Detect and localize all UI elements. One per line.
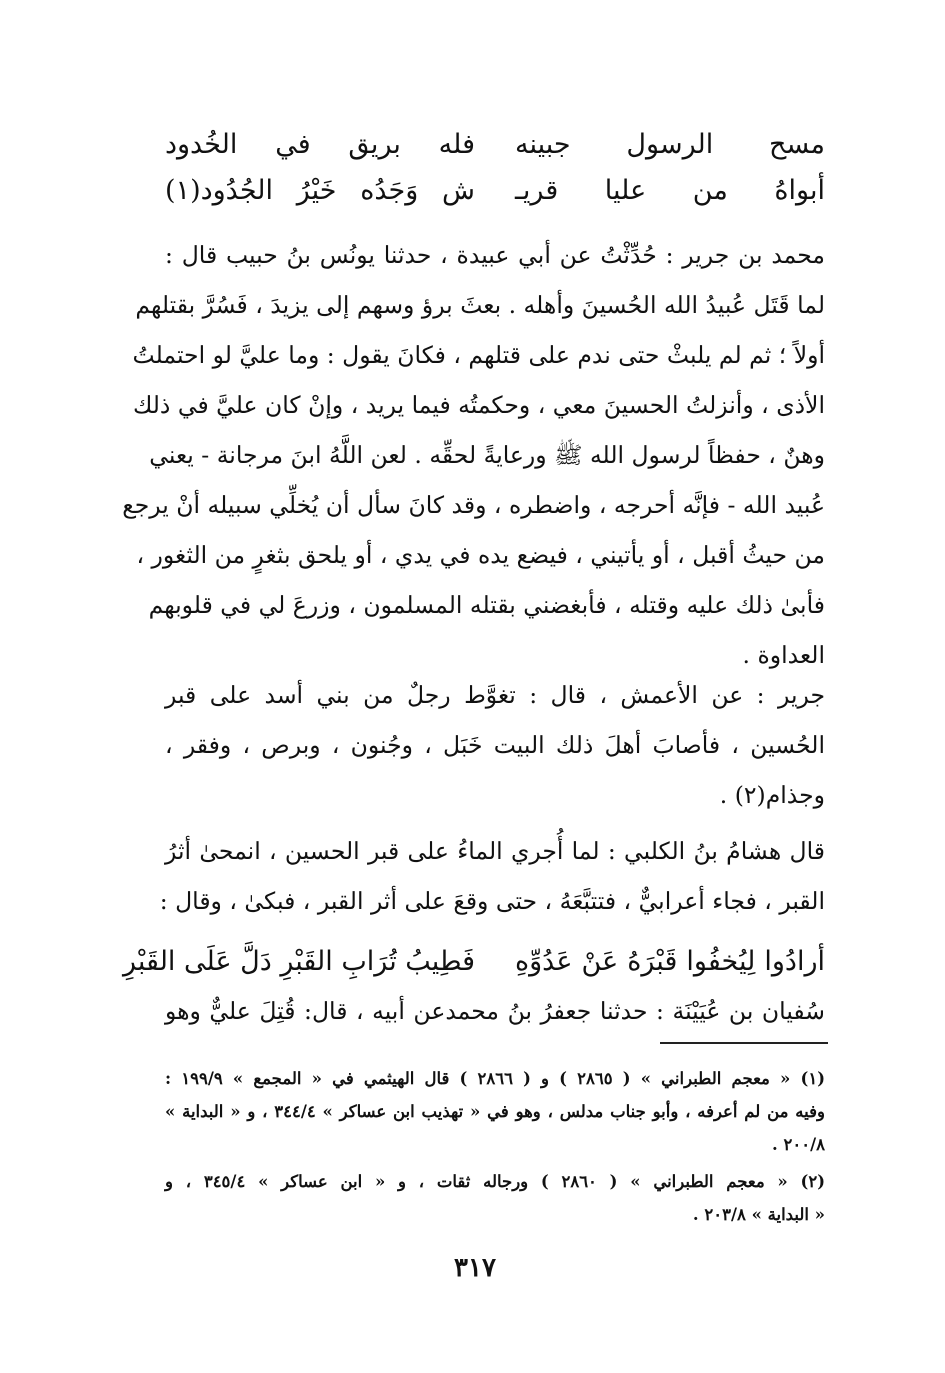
poem-block <box>165 122 825 214</box>
footnote-2 <box>165 1165 825 1231</box>
text-line: فأبىٰ ذلك عليه وقتله ، فأبغضني بقتله المسلمون ، وزرعَ لي في قلوبهم <box>148 591 825 619</box>
text-line: الحُسين ، فأصابَ أهلَ ذلك البيت خَبَل ، وجُنون ، وبرص ، وفقر ، <box>165 731 825 759</box>
text-line: وجذام(٢) . <box>719 781 825 809</box>
text-line: القبر ، فجاء أعرابيٌّ ، فتتبَّعَهُ ، حتى وقعَ على أثر القبر ، فبكىٰ ، وقال : <box>159 887 825 915</box>
verse-line <box>122 938 825 986</box>
footnote-line: (١) « معجم الطبراني » ( ٢٨٦٥ ) و ( ٢٨٦٦ ) قال الهيثمي في « المجمع » ١٩٩/٩ : <box>165 1069 826 1088</box>
poem-hemistich-first: أبواهُ من عليا قريـ <box>515 175 825 206</box>
poem-hemistich-first: مسح الرسول جبينه <box>515 129 825 160</box>
text-line: لما قَتَل عُبيدُ الله الحُسينَ وأهله . بعثَ برؤ وسهم إلى يزيدَ ، فَسُرَّ بقتلهم <box>135 291 825 319</box>
text-line: عُبيد الله - فإنَّه أحرجه ، واضطره ، وقد كانَ سأل أن يُخلِّي سبيله أنْ يرجع <box>122 491 825 519</box>
text-line: وهنٌ ، حفظاً لرسول الله ﷺ ورعايةً لحقِّه . لعن اللَّهُ ابنَ مرجانة - يعني <box>149 441 825 469</box>
text-line: من حيثُ أقبل ، أو يأتيني ، فيضع يده في يدي ، أو يلحق بثغرٍ من الثغور ، <box>136 541 825 569</box>
verse-bedouin <box>122 938 825 986</box>
footnote-1 <box>165 1062 825 1161</box>
poem-hemistich-second: فله بريق في الخُدود <box>165 129 475 160</box>
footnote-line: « البداية » ٢٠٣/٨ . <box>692 1205 825 1224</box>
verse-hemistich-second: فَطِيبُ تُرَابِ القَبْرِ دَلَّ عَلَى القَبْرِ <box>122 946 475 977</box>
text-line: الأذى ، وأنزلتُ الحسينَ معي ، وحكمتُه فيما يريد ، وإنْ كان عليَّ في ذلك <box>132 391 825 419</box>
paragraph-hisham-al-kalbi <box>159 826 825 926</box>
text-line: أولاً ؛ ثم لم يلبثْ حتى ندم على قتلهم ، فكانَ يقول : وما عليَّ لو احتملتُ <box>132 341 825 369</box>
paragraph-al-amash <box>165 670 825 820</box>
paragraph-sufyan <box>165 986 825 1036</box>
footnote-line: (٢) « معجم الطبراني » ( ٢٨٦٠ ) ورجاله ثقات ، و « ابن عساكر » ٣٤٥/٤ ، و <box>165 1172 825 1191</box>
poem-line <box>165 168 825 214</box>
poem-hemistich-second: ش وَجَدُه خَيْرُ الجُدُود(١) <box>165 175 475 206</box>
footnote-separator <box>660 1042 828 1044</box>
text-line: العداوة . <box>742 641 825 669</box>
verse-hemistich-first: أرادُوا لِيُخفُوا قَبْرَهُ عَنْ عَدُوِّهِ <box>515 946 825 977</box>
text-line: محمد بن جرير : حُدِّثْتُ عن أبي عبيدة ، حدثنا يونُس بنُ حبيب قال : <box>165 241 825 269</box>
text-line: قال هشامُ بنُ الكلبي : لما أُجري الماءُ على قبر الحسين ، انمحىٰ أثرُ <box>165 837 825 865</box>
text-line: جرير : عن الأعمش ، قال : تغوَّط رجلٌ من بني أسد على قبر <box>165 681 825 709</box>
footnote-line: ٢٠٠/٨ . <box>772 1135 825 1154</box>
paragraph-yazid-narration <box>122 230 825 680</box>
footnote-line: وفيه من لم أعرفه ، وأبو جناب مدلس ، وهو في « تهذيب ابن عساكر » ٣٤٤/٤ ، و « البداية » <box>165 1102 825 1121</box>
poem-line <box>165 122 825 168</box>
page-number: ٣١٧ <box>454 1253 496 1283</box>
text-line: سُفيان بن عُيَيْنَة : حدثنا جعفرُ بنُ محمدعن أبيه ، قال: قُتِلَ عليٌّ وهو <box>165 997 825 1025</box>
